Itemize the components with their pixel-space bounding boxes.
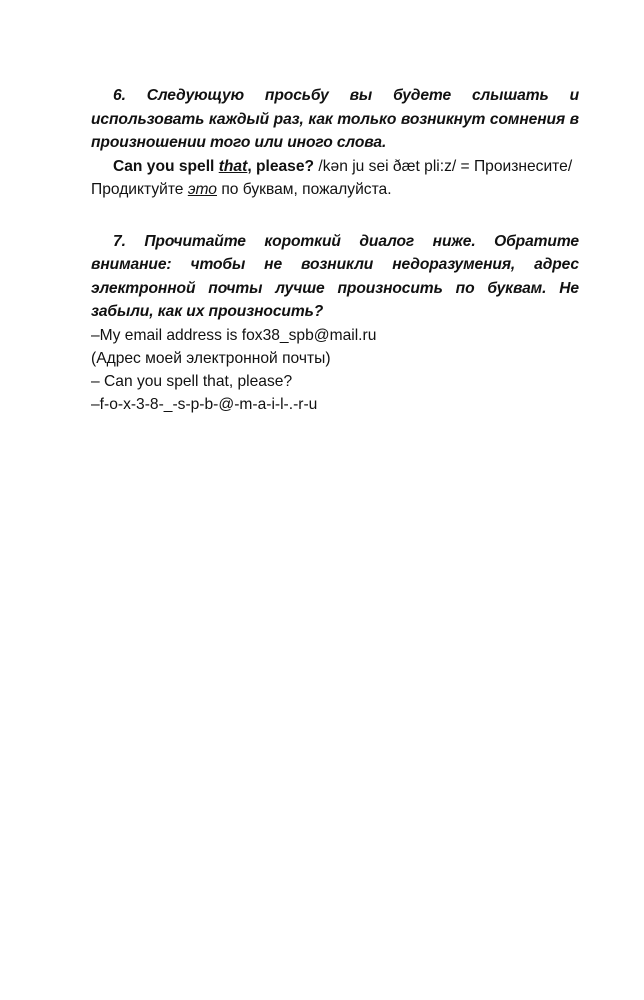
- dialog-line-1: –My email address is fox38_spb@mail.ru: [91, 326, 377, 344]
- phrase-can-you-spell: Can you spell that, please?: [113, 157, 315, 175]
- dialog-list: [91, 324, 579, 416]
- example-phrase-line: [91, 155, 579, 202]
- task-6-instruction: 6. Следующую просьбу вы будете слышать и использовать каждый раз, как только возникнут сомнения в произношении того или иного слова.: [91, 87, 579, 151]
- task-7-instruction: 7. Прочитайте короткий диалог ниже. Обратите внимание: чтобы не возникли недоразумения, адрес электронной почты лучше произносить по буквам. Не забыли, как их произносить?: [91, 232, 579, 320]
- dialog-line-2: (Адрес моей электронной почты): [91, 349, 331, 367]
- translation-word-underlined: это: [187, 181, 217, 198]
- translation-end: по буквам, пожалуйста.: [216, 181, 392, 198]
- phrase-transcription: /kən ju sei ðæt pli:z/ = Произнесите/ Продиктуйте: [91, 157, 573, 198]
- phrase-that-underlined: that: [218, 157, 248, 175]
- dialog-line-4: –f-o-x-3-8-_-s-p-b-@-m-a-i-l-.-r-u: [91, 395, 318, 413]
- page-content: [91, 84, 579, 416]
- dialog-line-3: – Can you spell that, please?: [91, 372, 293, 390]
